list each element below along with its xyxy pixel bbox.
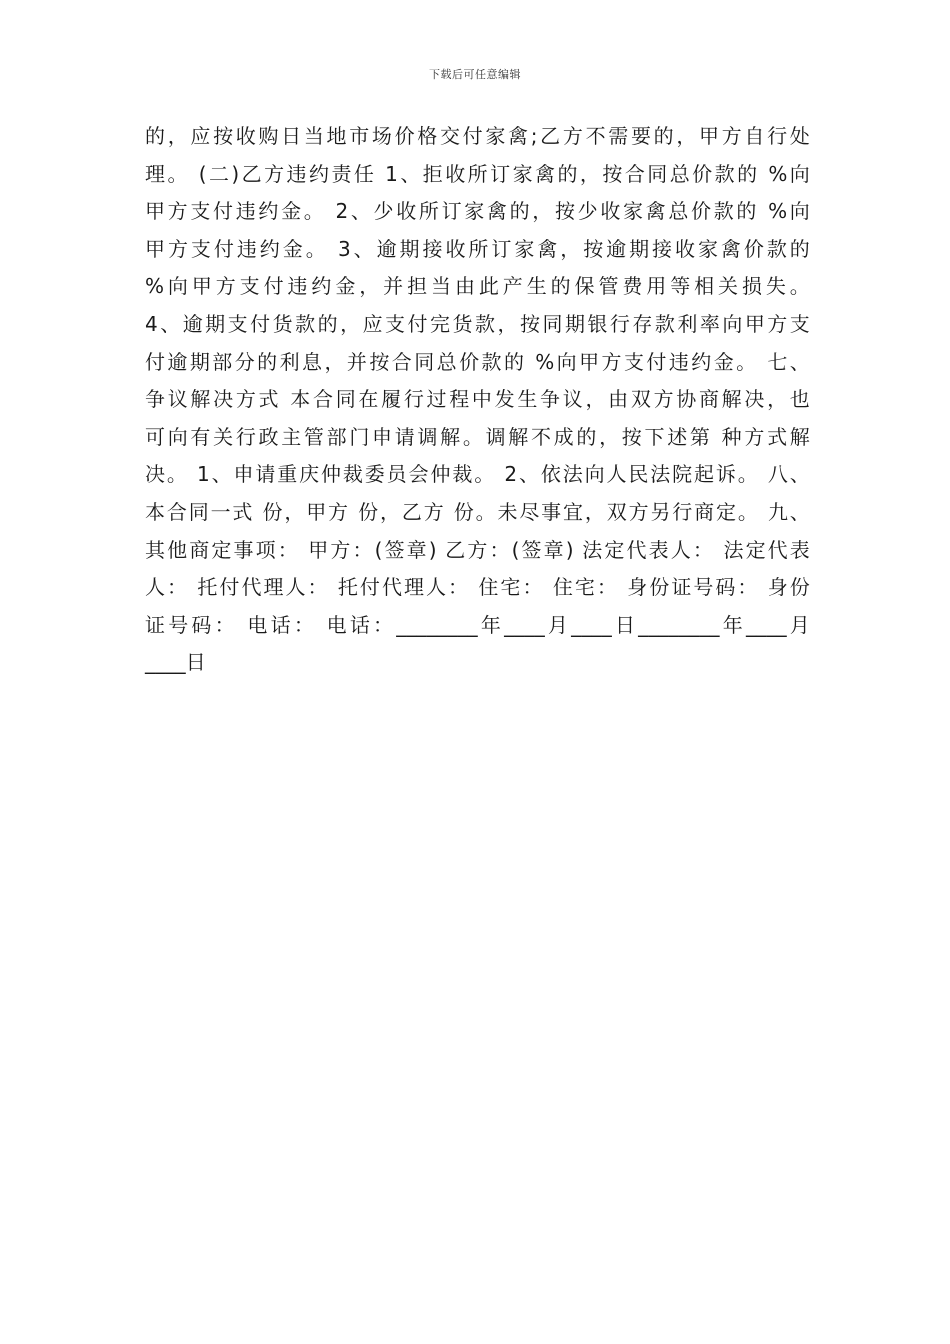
text-line: 证号码： 电话： 电话：________年____月____日________年____月 — [145, 612, 810, 637]
text-line: 争议解决方式 本合同在履行过程中发生争议，由双方协商解决，也 — [145, 387, 810, 412]
text-line: 理。 (二)乙方违约责任 1、拒收所订家禽的，按合同总价款的 %向 — [145, 161, 810, 186]
text-line: 人： 托付代理人： 托付代理人： 住宅： 住宅： 身份证号码： 身份 — [145, 575, 810, 600]
text-line: 付逾期部分的利息，并按合同总价款的 %向甲方支付违约金。 七、 — [145, 349, 810, 374]
text-line: 决。 1、申请重庆仲裁委员会仲裁。 2、依法向人民法院起诉。 八、 — [145, 462, 810, 487]
text-line: 的，应按收购日当地市场价格交付家禽;乙方不需要的，甲方自行处 — [145, 124, 810, 148]
text-line: 甲方支付违约金。 3、逾期接收所订家禽，按逾期接收家禽价款的 — [145, 236, 810, 261]
text-line: 可向有关行政主管部门申请调解。调解不成的，按下述第 种方式解 — [145, 424, 810, 449]
document-body — [145, 118, 810, 682]
text-line: 本合同一式 份，甲方 份，乙方 份。未尽事宜，双方另行商定。 九、 — [145, 499, 810, 524]
page-header: 下载后可任意编辑 — [429, 68, 521, 81]
text-line: ____日 — [145, 650, 206, 675]
text-line: 4、逾期支付货款的，应支付完货款，按同期银行存款利率向甲方支 — [145, 311, 810, 336]
text-line: 其他商定事项： 甲方：(签章) 乙方：(签章) 法定代表人： 法定代表 — [145, 537, 810, 562]
text-line: 甲方支付违约金。 2、少收所订家禽的，按少收家禽总价款的 %向 — [145, 199, 810, 224]
text-line: %向甲方支付违约金，并担当由此产生的保管费用等相关损失。 — [145, 274, 810, 299]
